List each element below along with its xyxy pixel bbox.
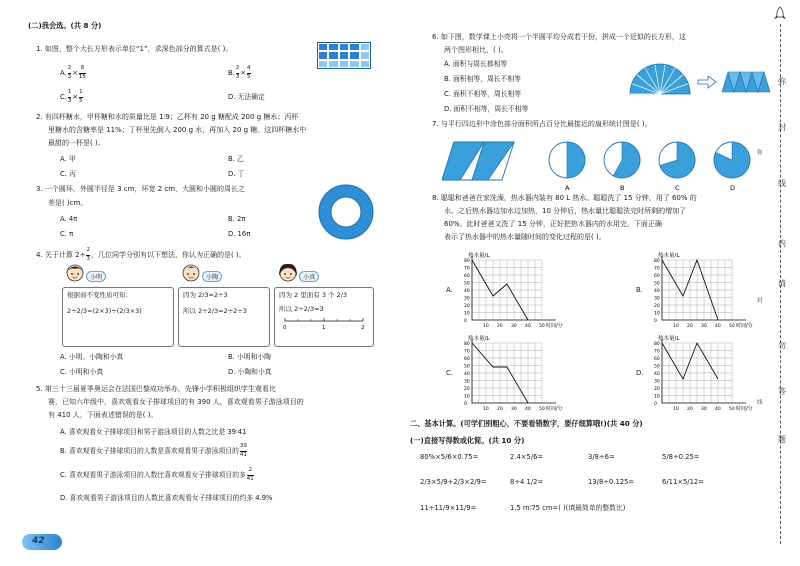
q3-line-1: 3. 一个圆环，外圆半径是 3 cm，环宽 2 cm，大圆和小圆的周长之: [36, 185, 246, 193]
q2-line-1: 2. 有四杯糖水，甲杯糖和水的质量比是 1∶9；乙杯有 20 g 糖配成 200 g 糖水；丙杯: [36, 113, 299, 121]
bubble-xiaoming-line-1: 根据商不变性质可知：: [67, 291, 132, 299]
grid-cell: [360, 43, 370, 51]
q3-option-d[interactable]: D. 16π: [228, 230, 251, 238]
x-tick-label: 30: [701, 324, 707, 329]
x-tick-label: 10: [483, 407, 489, 412]
y-axis-label: 热水量/L: [658, 336, 680, 342]
calc-3: 3/8÷6=: [588, 453, 615, 461]
q6-option-c[interactable]: C. 面积不相等，周长相等: [444, 90, 522, 98]
y-tick-label: 10: [464, 394, 470, 400]
x-tick-label: 50: [539, 324, 545, 329]
side-word: 弥: [778, 77, 786, 86]
q2-option-c[interactable]: C. 丙: [60, 170, 76, 178]
x-tick-label: 50: [729, 324, 735, 329]
pie-D[interactable]: [714, 142, 750, 192]
y-tick-label: 60: [464, 274, 470, 279]
q1-grid-figure: [317, 42, 371, 69]
bubble-xiaotao: [178, 287, 270, 347]
y-tick-label: 50: [654, 281, 660, 287]
grid-cell: [339, 43, 349, 51]
pie-label: C: [675, 184, 680, 192]
bubble-xiaoming: [62, 287, 174, 347]
q8-line-1: 8. 聪聪和爸爸在家洗澡，热水器内装有 80 L 热水。聪聪洗了 15 分钟，用了 60% 的: [432, 194, 697, 202]
axis-label-0: 0: [283, 324, 287, 331]
section2-title: 二、基本计算。(可学们别粗心，不要看错数字，要仔细算哦!)(共 40 分): [410, 419, 643, 428]
q2-option-d[interactable]: D. 丁: [228, 170, 245, 178]
q8-line-2: 水。之后热水器边加水边加热，10 分钟后，热水量比聪聪洗完时所剩的增加了: [444, 207, 687, 215]
q1-option-b[interactable]: B. $\frac{2}{3}$ × $\frac{4}{5}$: [228, 65, 251, 80]
q6-option-d[interactable]: D. 面积不相等，周长不相等: [444, 105, 529, 113]
side-small-word: 线: [757, 400, 763, 406]
grid-cell: [349, 60, 359, 68]
bubble-xiaozhen: [274, 287, 374, 347]
q5-option-a[interactable]: A. 喜欢观看女子排球项目和男子游泳项目的人数之比是 39∶41: [60, 428, 247, 436]
y-tick-label: 40: [464, 372, 470, 377]
number-line-figure: [279, 315, 367, 331]
q6-figure: [626, 58, 776, 98]
q4-option-d[interactable]: D. 小陶和小真: [228, 368, 272, 376]
y-tick-label: 30: [654, 296, 660, 302]
right-page: [400, 0, 800, 566]
calc-7: 13/8÷0.125=: [588, 478, 635, 486]
y-tick-label: 0: [464, 402, 467, 407]
bubble-xiaotao-line-1: 因为 2/3=2÷3: [183, 291, 228, 299]
y-tick-label: 50: [654, 364, 660, 370]
grid-cell: [328, 51, 338, 59]
q8-option-d-label[interactable]: D.: [636, 369, 644, 377]
x-axis-label: 时间/分: [546, 323, 563, 329]
grid-cell: [339, 60, 349, 68]
y-tick-label: 10: [464, 311, 470, 317]
calc-9: 11÷11/9×11/9=: [420, 504, 477, 512]
x-tick-label: 40: [715, 324, 721, 329]
q1-option-a[interactable]: A. $\frac{2}{3}$ × $\frac{8}{15}$: [60, 65, 86, 80]
y-tick-label: 70: [654, 266, 660, 272]
q8-line-3: 60%。此时爸爸又洗了 15 分钟，正好把热水器内的水用完。下面正确: [444, 220, 662, 228]
x-axis-label: 时间/分: [736, 406, 753, 412]
grid-cell: [339, 51, 349, 59]
y-tick-label: 40: [654, 372, 660, 377]
y-tick-label: 10: [654, 311, 660, 317]
x-tick-label: 30: [511, 407, 517, 412]
q8-option-c-label[interactable]: C.: [446, 369, 453, 377]
x-axis-label: 时间/分: [736, 323, 753, 329]
y-tick-label: 40: [654, 289, 660, 294]
q3-ring-figure: [318, 184, 374, 240]
kid-xiaozhen-avatar: [277, 262, 299, 286]
grid-cell: [360, 60, 370, 68]
q8-option-a-label[interactable]: A.: [446, 286, 453, 294]
grid-cell: [318, 51, 328, 59]
q2-option-a[interactable]: A. 甲: [60, 155, 76, 163]
axis-label-1: 1: [322, 324, 326, 331]
y-tick-label: 50: [464, 281, 470, 287]
side-word: 封: [778, 123, 786, 132]
side-word: 题: [778, 435, 786, 444]
bubble-xiaozhen-line-1: 因为 2 里面有 3 个 2/3: [279, 291, 348, 299]
grid-cell: [328, 43, 338, 51]
page-number: 42: [32, 536, 45, 546]
page-number-badge: [22, 534, 62, 550]
x-tick-label: 20: [687, 407, 693, 412]
q5-line-2: 赛，已知六年级中，喜欢观看女子排球项目的有 390 人，喜欢观看男子游泳项目的: [48, 398, 304, 406]
x-tick-label: 20: [497, 324, 503, 329]
calc-10: 1.5 m∶75 cm=( )(填最简单的整数比): [510, 504, 626, 512]
y-tick-label: 60: [654, 274, 660, 279]
q8-line-4: 表示了热水器中的热水量随时间的变化过程的是( )。: [444, 233, 606, 241]
side-word: 勿: [778, 341, 786, 350]
grid-cell: [360, 51, 370, 59]
y-tick-label: 30: [464, 379, 470, 385]
section-title-choice: (二)我会选。(共 8 分): [28, 21, 102, 30]
kid-xiaoming-avatar: [64, 262, 86, 286]
y-tick-label: 10: [654, 394, 660, 400]
x-tick-label: 50: [729, 407, 735, 412]
q5-option-b[interactable]: B. 喜欢观看女子排球项目的人数是喜欢观看男子游泳项目的 $\frac{39}{41}$: [60, 443, 247, 458]
axis-label-2: 2: [361, 324, 365, 331]
q4-option-c[interactable]: C. 小明和小真: [60, 368, 104, 376]
q1-text: 1. 如图，整个大长方形表示单位“1”，求深色部分的算式是( )。: [36, 45, 233, 53]
pie-label: B: [620, 184, 625, 192]
side-small-word: 封: [757, 298, 763, 304]
bubble-xiaotao-line-2: 所以 2÷2/3=2÷2÷3: [183, 306, 247, 315]
calc-8: 6/11×5/12=: [662, 478, 704, 486]
q2-line-3: 最甜的一杯是( )。: [48, 139, 105, 147]
pie-label: A: [565, 184, 570, 192]
q7-text: 7. 与平行四边形中涂色部分面积所占百分比最接近的扇形统计图是( )。: [432, 120, 652, 128]
q4-text: 4. 关于计算 2÷ $\frac{2}{3}$ ，几位同学分别有以下想法，你认为正确的是( )。: [36, 247, 246, 262]
calc-1: 80%×5/6×0.75=: [420, 453, 479, 461]
x-tick-label: 40: [525, 324, 531, 329]
y-tick-label: 0: [654, 319, 657, 324]
q1-option-d[interactable]: D. 无法确定: [228, 93, 265, 101]
y-tick-label: 20: [464, 304, 470, 309]
arrow-right-icon: [698, 76, 716, 88]
q3-line-2: 差是( )cm。: [48, 199, 88, 207]
y-tick-label: 80: [654, 259, 660, 264]
y-tick-label: 0: [464, 319, 467, 324]
q2-line-2: 里糖水的含糖率是 11%；丁杯里先倒入 200 g 水，再加入 20 g 糖。这四杯糖水中: [48, 126, 307, 134]
y-tick-label: 0: [654, 402, 657, 407]
y-axis-label: 热水量/L: [468, 336, 490, 342]
y-tick-label: 70: [464, 266, 470, 272]
grid-cell: [349, 43, 359, 51]
q5-option-d[interactable]: D. 喜欢观看男子游泳项目的人数比喜欢观看女子排球项目的约多 4.9%: [60, 494, 273, 502]
q6-option-a[interactable]: A. 面积与周长都相等: [444, 60, 508, 68]
q6-option-b[interactable]: B. 面积相等，周长不相等: [444, 75, 521, 83]
rocket-icon: [773, 6, 787, 22]
q3-option-a[interactable]: A. 4π: [60, 215, 78, 223]
x-tick-label: 10: [483, 324, 489, 329]
q6-line-2: 两个图形相比，( )。: [444, 46, 508, 54]
sub1-title: (一)直接写得数或化简。(共 10 分): [410, 436, 525, 445]
y-tick-label: 70: [464, 349, 470, 355]
q8-option-b-label[interactable]: B.: [636, 286, 643, 294]
y-tick-label: 20: [654, 304, 660, 309]
q4-option-b[interactable]: B. 小明和小陶: [228, 353, 271, 361]
calc-6: 8÷4 1/2=: [510, 478, 544, 486]
x-tick-label: 30: [511, 324, 517, 329]
kid-xiaozhen-label: 小真: [299, 271, 319, 282]
x-tick-label: 20: [497, 407, 503, 412]
grid-cell: [349, 51, 359, 59]
grid-cell: [318, 43, 328, 51]
x-tick-label: 50: [539, 407, 545, 412]
q3-option-c[interactable]: C. π: [60, 230, 74, 238]
y-tick-label: 80: [464, 259, 470, 264]
q4-option-a[interactable]: A. 小明、小陶和小真: [60, 353, 124, 361]
y-tick-label: 50: [464, 364, 470, 370]
kid-xiaotao-avatar: [180, 262, 202, 286]
pie-slice: [567, 142, 585, 178]
parallelogram-figure: [442, 142, 514, 180]
calc-4: 5/8÷0.25=: [662, 453, 700, 461]
x-tick-label: 30: [701, 407, 707, 412]
pie-label: D: [730, 184, 736, 192]
kid-xiaotao-label: 小陶: [202, 271, 222, 282]
x-tick-label: 20: [687, 324, 693, 329]
y-tick-label: 30: [464, 296, 470, 302]
semicircle-divided: [630, 64, 690, 94]
y-tick-label: 60: [464, 357, 470, 362]
bubble-xiaozhen-line-2: 所以 2÷2/3=3: [279, 304, 324, 313]
y-tick-label: 70: [654, 349, 660, 355]
y-tick-label: 60: [654, 357, 660, 362]
side-word: 答: [778, 387, 786, 396]
pie-A[interactable]: [549, 142, 585, 192]
x-tick-label: 40: [715, 407, 721, 412]
q8-chart-c[interactable]: [456, 333, 626, 415]
side-small-word: 弥: [757, 150, 763, 156]
y-tick-label: 80: [654, 342, 660, 347]
q8-chart-a[interactable]: [456, 250, 626, 332]
q5-line-1: 5. 第三十三届夏季奥运会在法国巴黎成功举办，先锋小学积极组织学生观看比: [36, 385, 276, 393]
y-axis-label: 热水量/L: [468, 253, 490, 259]
x-tick-label: 10: [673, 407, 679, 412]
side-word: 内: [778, 239, 786, 248]
grid-cell: [328, 60, 338, 68]
y-tick-label: 20: [464, 387, 470, 392]
calc-5: 2/3×5/9+2/3×2/9=: [420, 478, 487, 486]
y-axis-label: 热水量/L: [658, 253, 680, 259]
grid-cell: [318, 60, 328, 68]
q6-line-1: 6. 如下图，数学课上小亮将一个半圆平均分成若干份，拼成一个近似的长方形，这: [432, 33, 686, 41]
q7-figures: [442, 136, 762, 192]
pie-C[interactable]: [659, 142, 695, 192]
kid-xiaoming-label: 小明: [86, 271, 106, 282]
pie-B[interactable]: [604, 142, 640, 192]
x-tick-label: 40: [525, 407, 531, 412]
y-tick-label: 30: [654, 379, 660, 385]
y-tick-label: 80: [464, 342, 470, 347]
side-word: 请: [778, 279, 786, 288]
x-tick-label: 10: [673, 324, 679, 329]
calc-2: 2.4×5/6=: [510, 453, 544, 461]
q5-option-c[interactable]: C. 喜欢观看男子游泳项目的人数比喜欢观看女子排球项目的多 $\frac{2}{41}$: [60, 467, 254, 482]
y-tick-label: 40: [464, 289, 470, 294]
x-axis-label: 时间/分: [546, 406, 563, 412]
q1-option-c[interactable]: C. $\frac{1}{3}$ × $\frac{1}{5}$: [60, 89, 83, 104]
bubble-xiaoming-line-2: 2÷2/3=(2×3)÷(2/3×3): [67, 306, 142, 315]
q5-line-3: 有 410 人，下面表述错误的是( )。: [48, 411, 158, 419]
y-tick-label: 20: [654, 387, 660, 392]
side-word: 线: [778, 179, 786, 188]
q2-option-b[interactable]: B. 乙: [228, 155, 244, 163]
q3-option-b[interactable]: B. 2π: [228, 215, 246, 223]
